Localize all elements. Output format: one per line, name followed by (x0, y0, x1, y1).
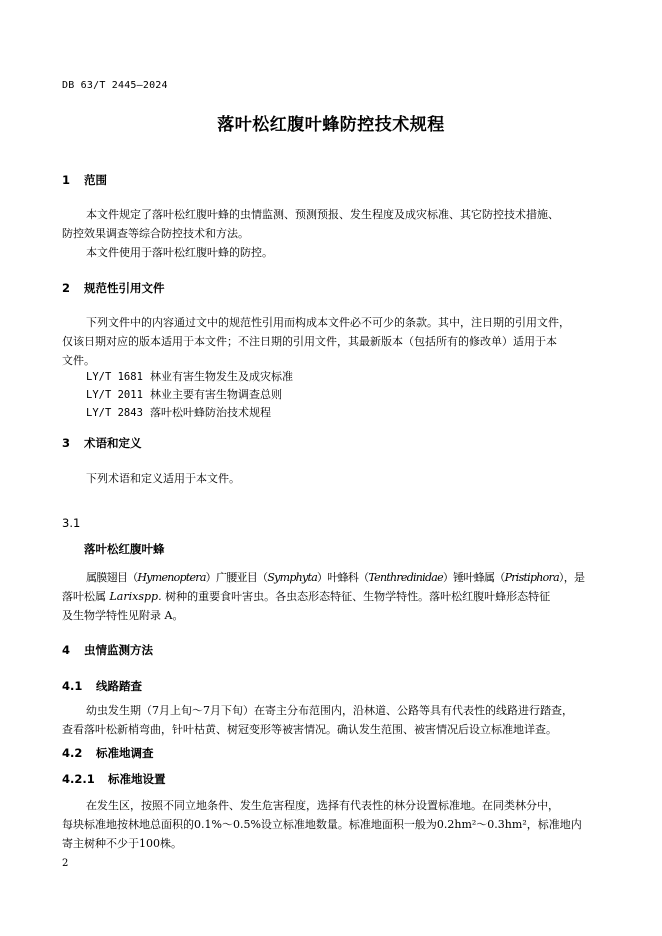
text-line: 在发生区，按照不同立地条件、发生危害程度，选择有代表性的林分设置标准地。在同类林分中， (86, 799, 559, 812)
section-2-paragraph (62, 313, 584, 370)
document-title: 落叶松红腹叶蜂防控技术规程 (217, 115, 445, 135)
text-line: 寄主树种不少于100株。 (62, 837, 182, 850)
section-4-heading (62, 642, 153, 658)
subsection-4-2-1-paragraph (62, 796, 584, 853)
section-number: 3 (62, 436, 71, 450)
section-1-heading (62, 172, 107, 188)
section-number: 2 (62, 281, 71, 295)
subsection-title: 标准地调查 (96, 746, 154, 760)
subsection-number: 4.2.1 (62, 772, 95, 786)
page-number: 2 (62, 858, 69, 869)
subsection-4-1-paragraph (62, 701, 584, 739)
term-definition (62, 568, 584, 625)
section-3-heading (62, 435, 142, 451)
term-number: 3.1 (62, 516, 81, 530)
reference-item (86, 368, 293, 384)
subsection-title: 标准地设置 (108, 772, 166, 786)
standard-code: DB 63/T 2445—2024 (62, 80, 168, 91)
text-line: 查看落叶松新梢弯曲，针叶枯黄、树冠变形等被害情况。确认发生范围、被害情况后设立标准地详查。 (62, 723, 557, 736)
reference-code: LY/T 1681 (86, 371, 143, 383)
text-line: 幼虫发生期（7月上旬～7月下旬）在寄主分布范围内，沿林道、公路等具有代表性的线路进行踏查， (86, 704, 573, 717)
section-title: 范围 (84, 173, 108, 187)
text-line: 文件。 (62, 354, 95, 367)
section-number: 1 (62, 173, 71, 187)
text-line: 下列文件中的内容通过文中的规范性引用而构成本文件必不可少的条款。其中，注日期的引用文件， (86, 316, 570, 329)
text-line: 下列术语和定义适用于本文件。 (86, 472, 240, 485)
reference-code: LY/T 2843 (86, 407, 143, 419)
text-line: 本文件使用于落叶松红腹叶蜂的防控。 (86, 246, 273, 259)
reference-code: LY/T 2011 (86, 389, 143, 401)
reference-item (86, 404, 271, 420)
text-line: 仅该日期对应的版本适用于本文件；不注日期的引用文件，其最新版本（包括所有的修改单）适用于本 (62, 335, 557, 348)
text-line: 落叶松属 Larixspp. 树种的重要食叶害虫。各虫态形态特征、生物学特性。落叶松红腹叶蜂形态特征 (62, 590, 551, 603)
subsection-4-2-1-heading (62, 771, 166, 787)
text-line: 本文件规定了落叶松红腹叶蜂的虫情监测、预测预报、发生程度及成灾标准、其它防控技术措施、 (86, 208, 559, 221)
reference-name: 落叶松叶蜂防治技术规程 (150, 406, 271, 419)
section-3-paragraph (62, 469, 584, 488)
subsection-4-1-heading (62, 678, 142, 694)
reference-item (86, 386, 282, 402)
subsection-4-2-heading (62, 745, 154, 761)
text-line: 属膜翅目（Hymenoptera）广腰亚目（Symphyta）叶蜂科（Tenthredinidae）锤叶蜂属（Pristiphora），是 (86, 571, 585, 584)
term-name: 落叶松红腹叶蜂 (84, 542, 165, 556)
text-line: 防控效果调查等综合防控技术和方法。 (62, 227, 249, 240)
reference-name: 林业主要有害生物调查总则 (150, 388, 282, 401)
subsection-title: 线路踏查 (96, 679, 143, 693)
section-number: 4 (62, 643, 71, 657)
section-2-heading (62, 280, 165, 296)
section-title: 术语和定义 (84, 436, 142, 450)
subsection-number: 4.2 (62, 746, 83, 760)
section-title: 规范性引用文件 (84, 281, 165, 295)
subsection-number: 4.1 (62, 679, 83, 693)
text-line: 每块标准地按林地总面积的0.1%～0.5%设立标准地数量。标准地面积一般为0.2hm²～0.3hm²，标准地内 (62, 818, 582, 831)
section-title: 虫情监测方法 (84, 643, 154, 657)
text-line: 及生物学特性见附录 A。 (62, 609, 184, 622)
reference-name: 林业有害生物发生及成灾标准 (150, 370, 293, 383)
section-1-paragraph (62, 205, 584, 262)
